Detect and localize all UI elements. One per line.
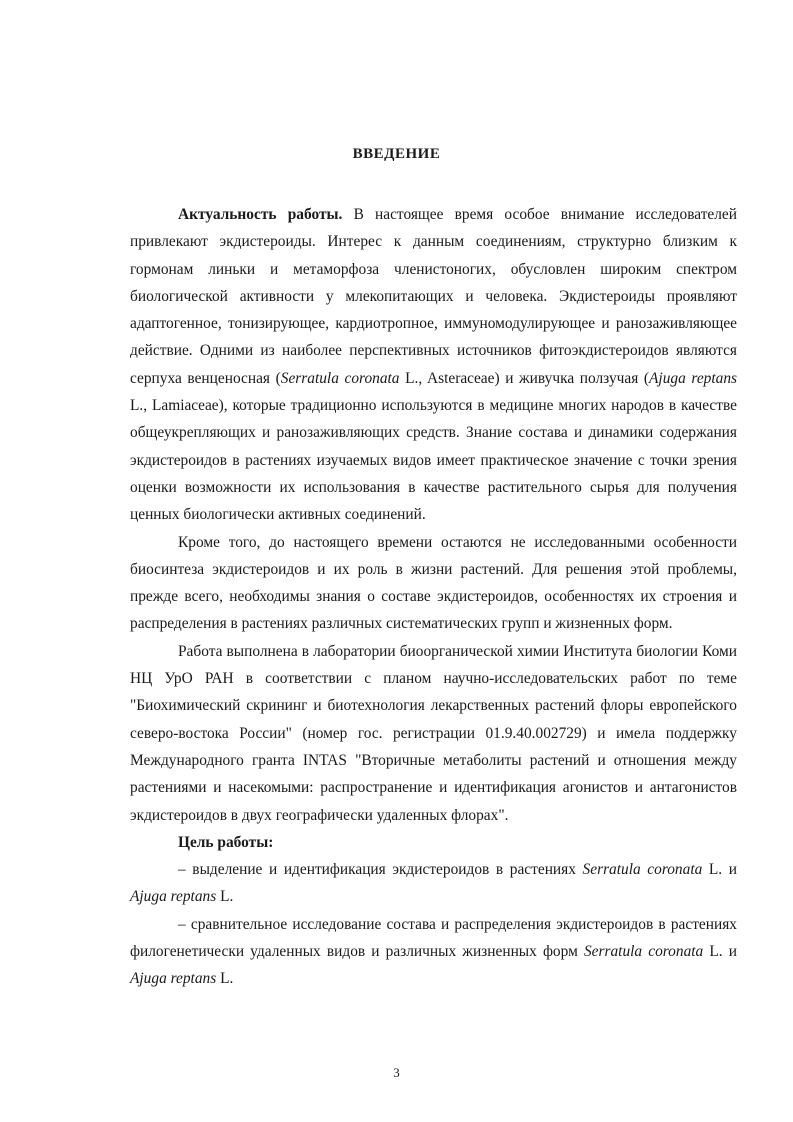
italic-text: Serratula coronata	[280, 369, 400, 387]
italic-text: Serratula coronata	[582, 861, 703, 879]
text-run: В настоящее время особое внимание исследователей привлекают экдистероиды. Интерес к данным соединениям, структурно близким к гормонам линьки и метаморфоза членистоногих, обусловлен широким спектром биологической активности у млекопитающих и человека. Экдистероиды проявляют адаптогенное, тонизирующее, кардиотропное, иммуномодулирующее и ранозаживляющее действие. Одними из наиболее перспективных источников фитоэкдистероидов являются серпуха венценосная (	[130, 206, 737, 387]
paragraph-goal-heading	[130, 829, 737, 856]
italic-text: Ajuga reptans	[130, 970, 217, 988]
text-run: L., Lamiaceae), которые традиционно используются в медицине многих народов в качестве общеукрепляющих и ранозаживляющих средств. Знание состава и динамики содержания экдистероидов в растениях изучаемых видов имеет практическое значение с точки зрения оценки возможности их использования в качестве растительного сырья для получения ценных биологически активных соединений.	[130, 397, 737, 524]
paragraph-relevance	[130, 201, 737, 529]
text-run: – сравнительное исследование состава и распределения экдистероидов в растениях филогенетически удаленных видов и различных жизненных форм	[130, 915, 737, 961]
bold-text: Актуальность работы.	[178, 206, 343, 223]
page-number: 3	[393, 1065, 400, 1080]
italic-text: Serratula coronata	[583, 943, 704, 961]
text-run: L. и	[703, 943, 737, 961]
text-run: – выделение и идентификация экдистероидов в растениях	[178, 861, 583, 879]
text-run: L.	[216, 970, 234, 988]
section-heading: ВВЕДЕНИЕ	[352, 146, 441, 162]
body-text	[130, 201, 737, 993]
text-run: L. и	[702, 861, 737, 879]
paragraph-goal-1	[130, 856, 737, 911]
text-run: L.	[216, 888, 234, 906]
paragraph-goal-2	[130, 911, 737, 993]
italic-text: Ajuga reptans	[649, 369, 738, 387]
text-run: Кроме того, до настоящего времени остаются не исследованными особенности биосинтеза экдистероидов и их роль в жизни растений. Для решения этой проблемы, прежде всего, необходимы знания о составе экдистероидов, особенностях их строения и распределения в растениях различных систематических групп и жизненных форм.	[130, 533, 737, 633]
italic-text: Ajuga reptans	[130, 888, 217, 906]
text-run: L., Asteraceae) и живучка ползучая (	[399, 369, 650, 387]
paragraph-work-context	[130, 638, 737, 829]
bold-text: Цель работы:	[178, 833, 274, 851]
paragraph-additionally	[130, 529, 737, 638]
text-run: Работа выполнена в лаборатории биоорганической химии Института биологии Коми НЦ УрО РАН в соответствии с планом научно-исследовательских работ по теме "Биохимический скрининг и биотехнология лекарственных растений флоры европейского северо-востока России" (номер гос. регистрации 01.9.40.002729) и имела поддержку Международного гранта INTAS "Вторичные метаболиты растений и отношения между растениями и насекомыми: распространение и идентификация агонистов и антагонистов экдистероидов в двух географически удаленных флорах".	[130, 642, 737, 824]
